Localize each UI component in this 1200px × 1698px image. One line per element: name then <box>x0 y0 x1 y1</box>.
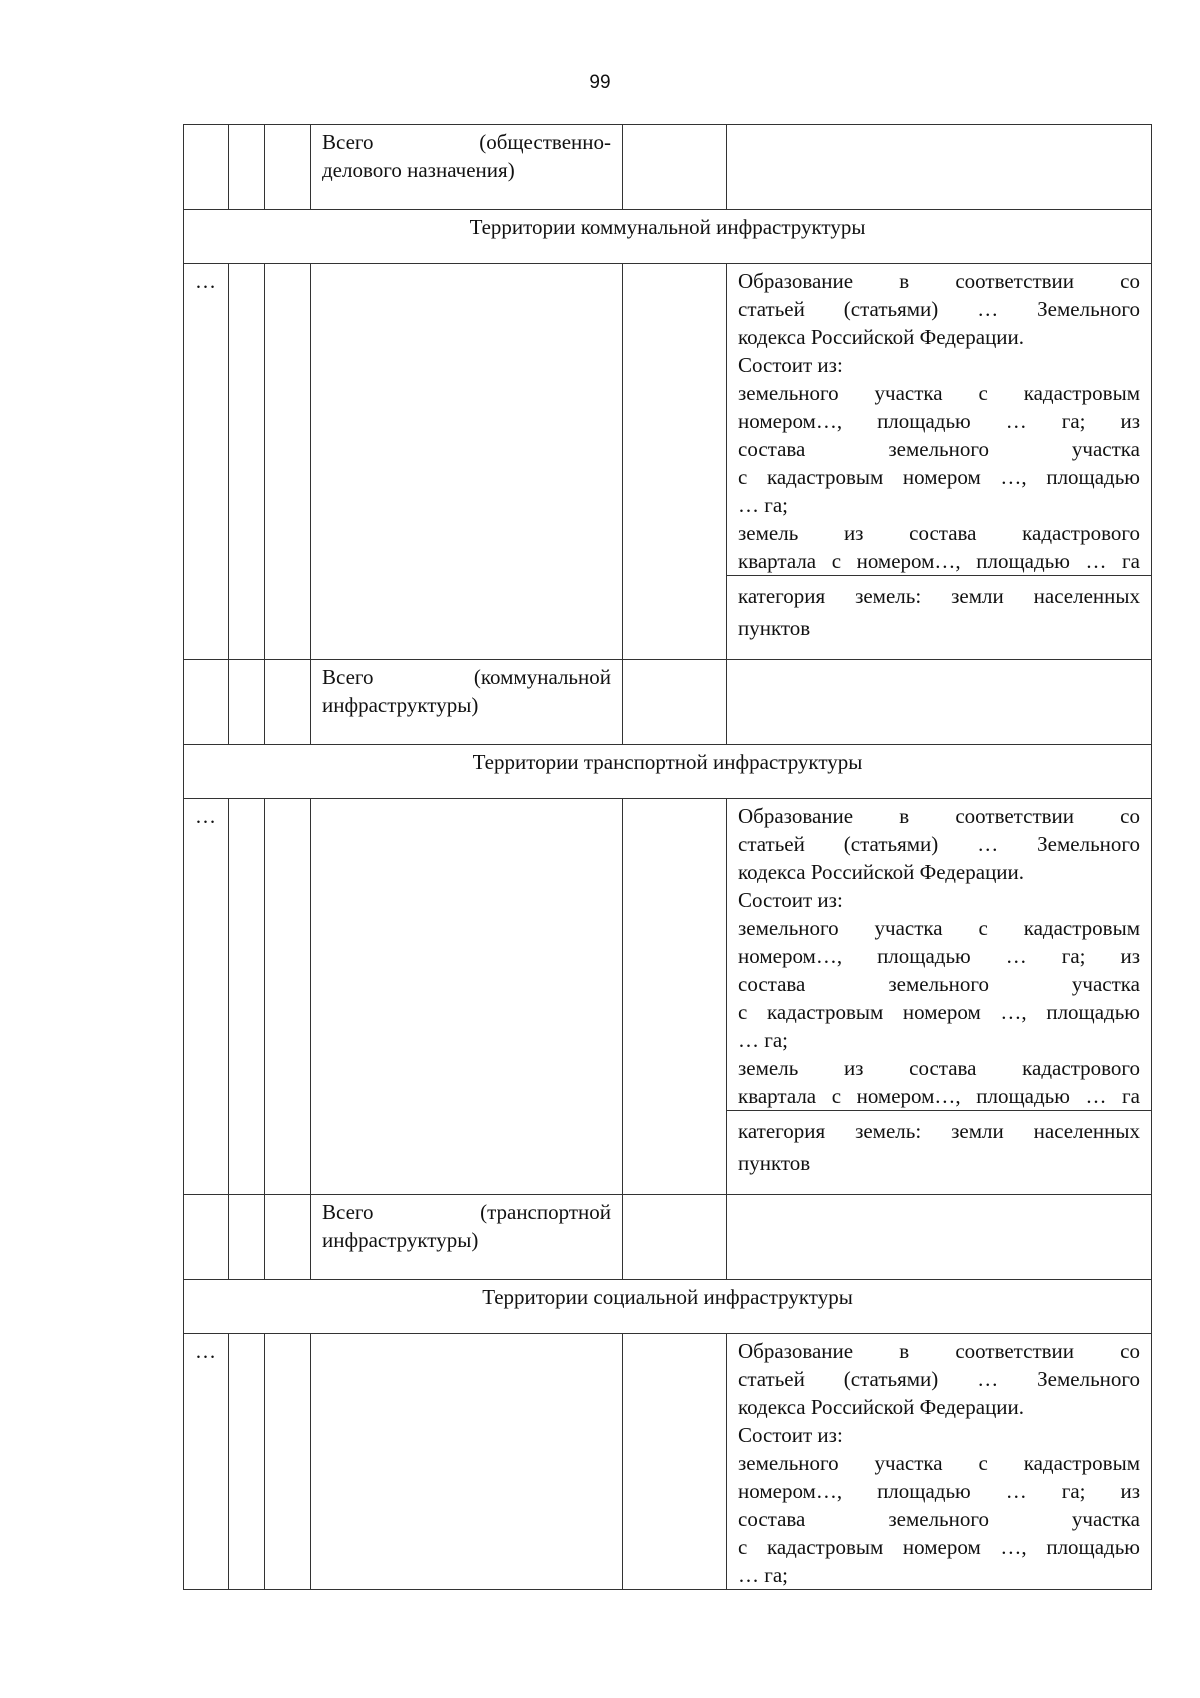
land-plots-table <box>183 124 1152 1590</box>
desc-line: … га; <box>738 1563 789 1587</box>
category-line2: пунктов <box>738 1151 811 1175</box>
cell-col2 <box>229 125 265 210</box>
cell-description <box>727 1195 1152 1280</box>
page-number: 99 <box>589 72 611 93</box>
cell-col2 <box>229 799 265 1195</box>
cell-col3 <box>265 1195 311 1280</box>
cell-col2 <box>229 660 265 745</box>
cell-area <box>623 660 727 745</box>
desc-line: состава земельного участка <box>738 437 1140 461</box>
desc-line: Образование в соответствии со <box>738 804 1140 828</box>
cell-index <box>184 1195 229 1280</box>
desc-line: земельного участка с кадастровым <box>738 916 1140 940</box>
cell-area <box>623 264 727 660</box>
desc-line: статьей (статьями) … Земельного <box>738 1367 1140 1391</box>
section-title: Территории транспортной инфраструктуры <box>184 745 1152 799</box>
table-row-entry-communal <box>184 264 1152 660</box>
cell-description <box>727 125 1152 210</box>
section-title: Территории коммунальной инфраструктуры <box>184 210 1152 264</box>
desc-line: номером…, площадью … га; из <box>738 944 1140 968</box>
cell-index <box>184 660 229 745</box>
cell-description <box>727 264 1152 660</box>
cell-area <box>623 799 727 1195</box>
desc-line: номером…, площадью … га; из <box>738 409 1140 433</box>
category-line2: пунктов <box>738 616 811 640</box>
cell-area <box>623 125 727 210</box>
desc-line: земель из состава кадастрового <box>738 521 1140 545</box>
desc-line: … га; <box>738 1028 789 1052</box>
section-row-transport <box>184 745 1152 799</box>
desc-line: Состоит из: <box>738 888 843 912</box>
cell-col3 <box>265 264 311 660</box>
land-category <box>727 1110 1151 1179</box>
table-row-total-transport <box>184 1195 1152 1280</box>
total-label-line2: делового назначения) <box>322 158 515 182</box>
table-row-total-public <box>184 125 1152 210</box>
section-row-communal <box>184 210 1152 264</box>
cell-col2 <box>229 1334 265 1590</box>
cell-total-label <box>311 1195 623 1280</box>
desc-line: кодекса Российской Федерации. <box>738 1395 1025 1419</box>
total-label-line1: Всего (транспортной <box>322 1200 611 1224</box>
desc-line: статьей (статьями) … Земельного <box>738 832 1140 856</box>
desc-line: Состоит из: <box>738 1423 843 1447</box>
cell-name <box>311 799 623 1195</box>
cell-index <box>184 125 229 210</box>
cell-col2 <box>229 264 265 660</box>
desc-line: кодекса Российской Федерации. <box>738 325 1025 349</box>
table-row-entry-transport <box>184 799 1152 1195</box>
cell-name <box>311 1334 623 1590</box>
total-label-line2: инфраструктуры) <box>322 693 479 717</box>
desc-line: земель из состава кадастрового <box>738 1056 1140 1080</box>
cell-total-label <box>311 125 623 210</box>
cell-area <box>623 1334 727 1590</box>
cell-area <box>623 1195 727 1280</box>
desc-line: Состоит из: <box>738 353 843 377</box>
total-label-line1: Всего (коммунальной <box>322 665 611 689</box>
cell-col3 <box>265 799 311 1195</box>
cell-col3 <box>265 125 311 210</box>
desc-line: с кадастровым номером …, площадью <box>738 1535 1140 1559</box>
cell-description <box>727 799 1152 1195</box>
desc-line: … га; <box>738 493 789 517</box>
total-label-line2: инфраструктуры) <box>322 1228 479 1252</box>
desc-line: кодекса Российской Федерации. <box>738 860 1025 884</box>
land-category <box>727 575 1151 644</box>
desc-line: состава земельного участка <box>738 972 1140 996</box>
cell-col2 <box>229 1195 265 1280</box>
section-title: Территории социальной инфраструктуры <box>184 1280 1152 1334</box>
cell-index: … <box>184 264 229 660</box>
cell-col3 <box>265 1334 311 1590</box>
desc-line: земельного участка с кадастровым <box>738 381 1140 405</box>
cell-col3 <box>265 660 311 745</box>
table-row-total-communal <box>184 660 1152 745</box>
desc-line: квартала с номером…, площадью … га <box>738 549 1140 573</box>
section-row-social <box>184 1280 1152 1334</box>
desc-line: номером…, площадью … га; из <box>738 1479 1140 1503</box>
total-label-line1: Всего (общественно- <box>322 130 611 154</box>
category-line1: категория земель: земли населенных <box>738 584 1140 608</box>
cell-description <box>727 660 1152 745</box>
cell-description <box>727 1334 1152 1590</box>
desc-line: квартала с номером…, площадью … га <box>738 1084 1140 1108</box>
desc-line: статьей (статьями) … Земельного <box>738 297 1140 321</box>
category-line1: категория земель: земли населенных <box>738 1119 1140 1143</box>
desc-line: с кадастровым номером …, площадью <box>738 465 1140 489</box>
cell-index: … <box>184 1334 229 1590</box>
cell-index: … <box>184 799 229 1195</box>
desc-line: с кадастровым номером …, площадью <box>738 1000 1140 1024</box>
cell-total-label <box>311 660 623 745</box>
desc-line: земельного участка с кадастровым <box>738 1451 1140 1475</box>
desc-line: Образование в соответствии со <box>738 269 1140 293</box>
cell-name <box>311 264 623 660</box>
desc-line: Образование в соответствии со <box>738 1339 1140 1363</box>
desc-line: состава земельного участка <box>738 1507 1140 1531</box>
table-row-entry-social <box>184 1334 1152 1590</box>
